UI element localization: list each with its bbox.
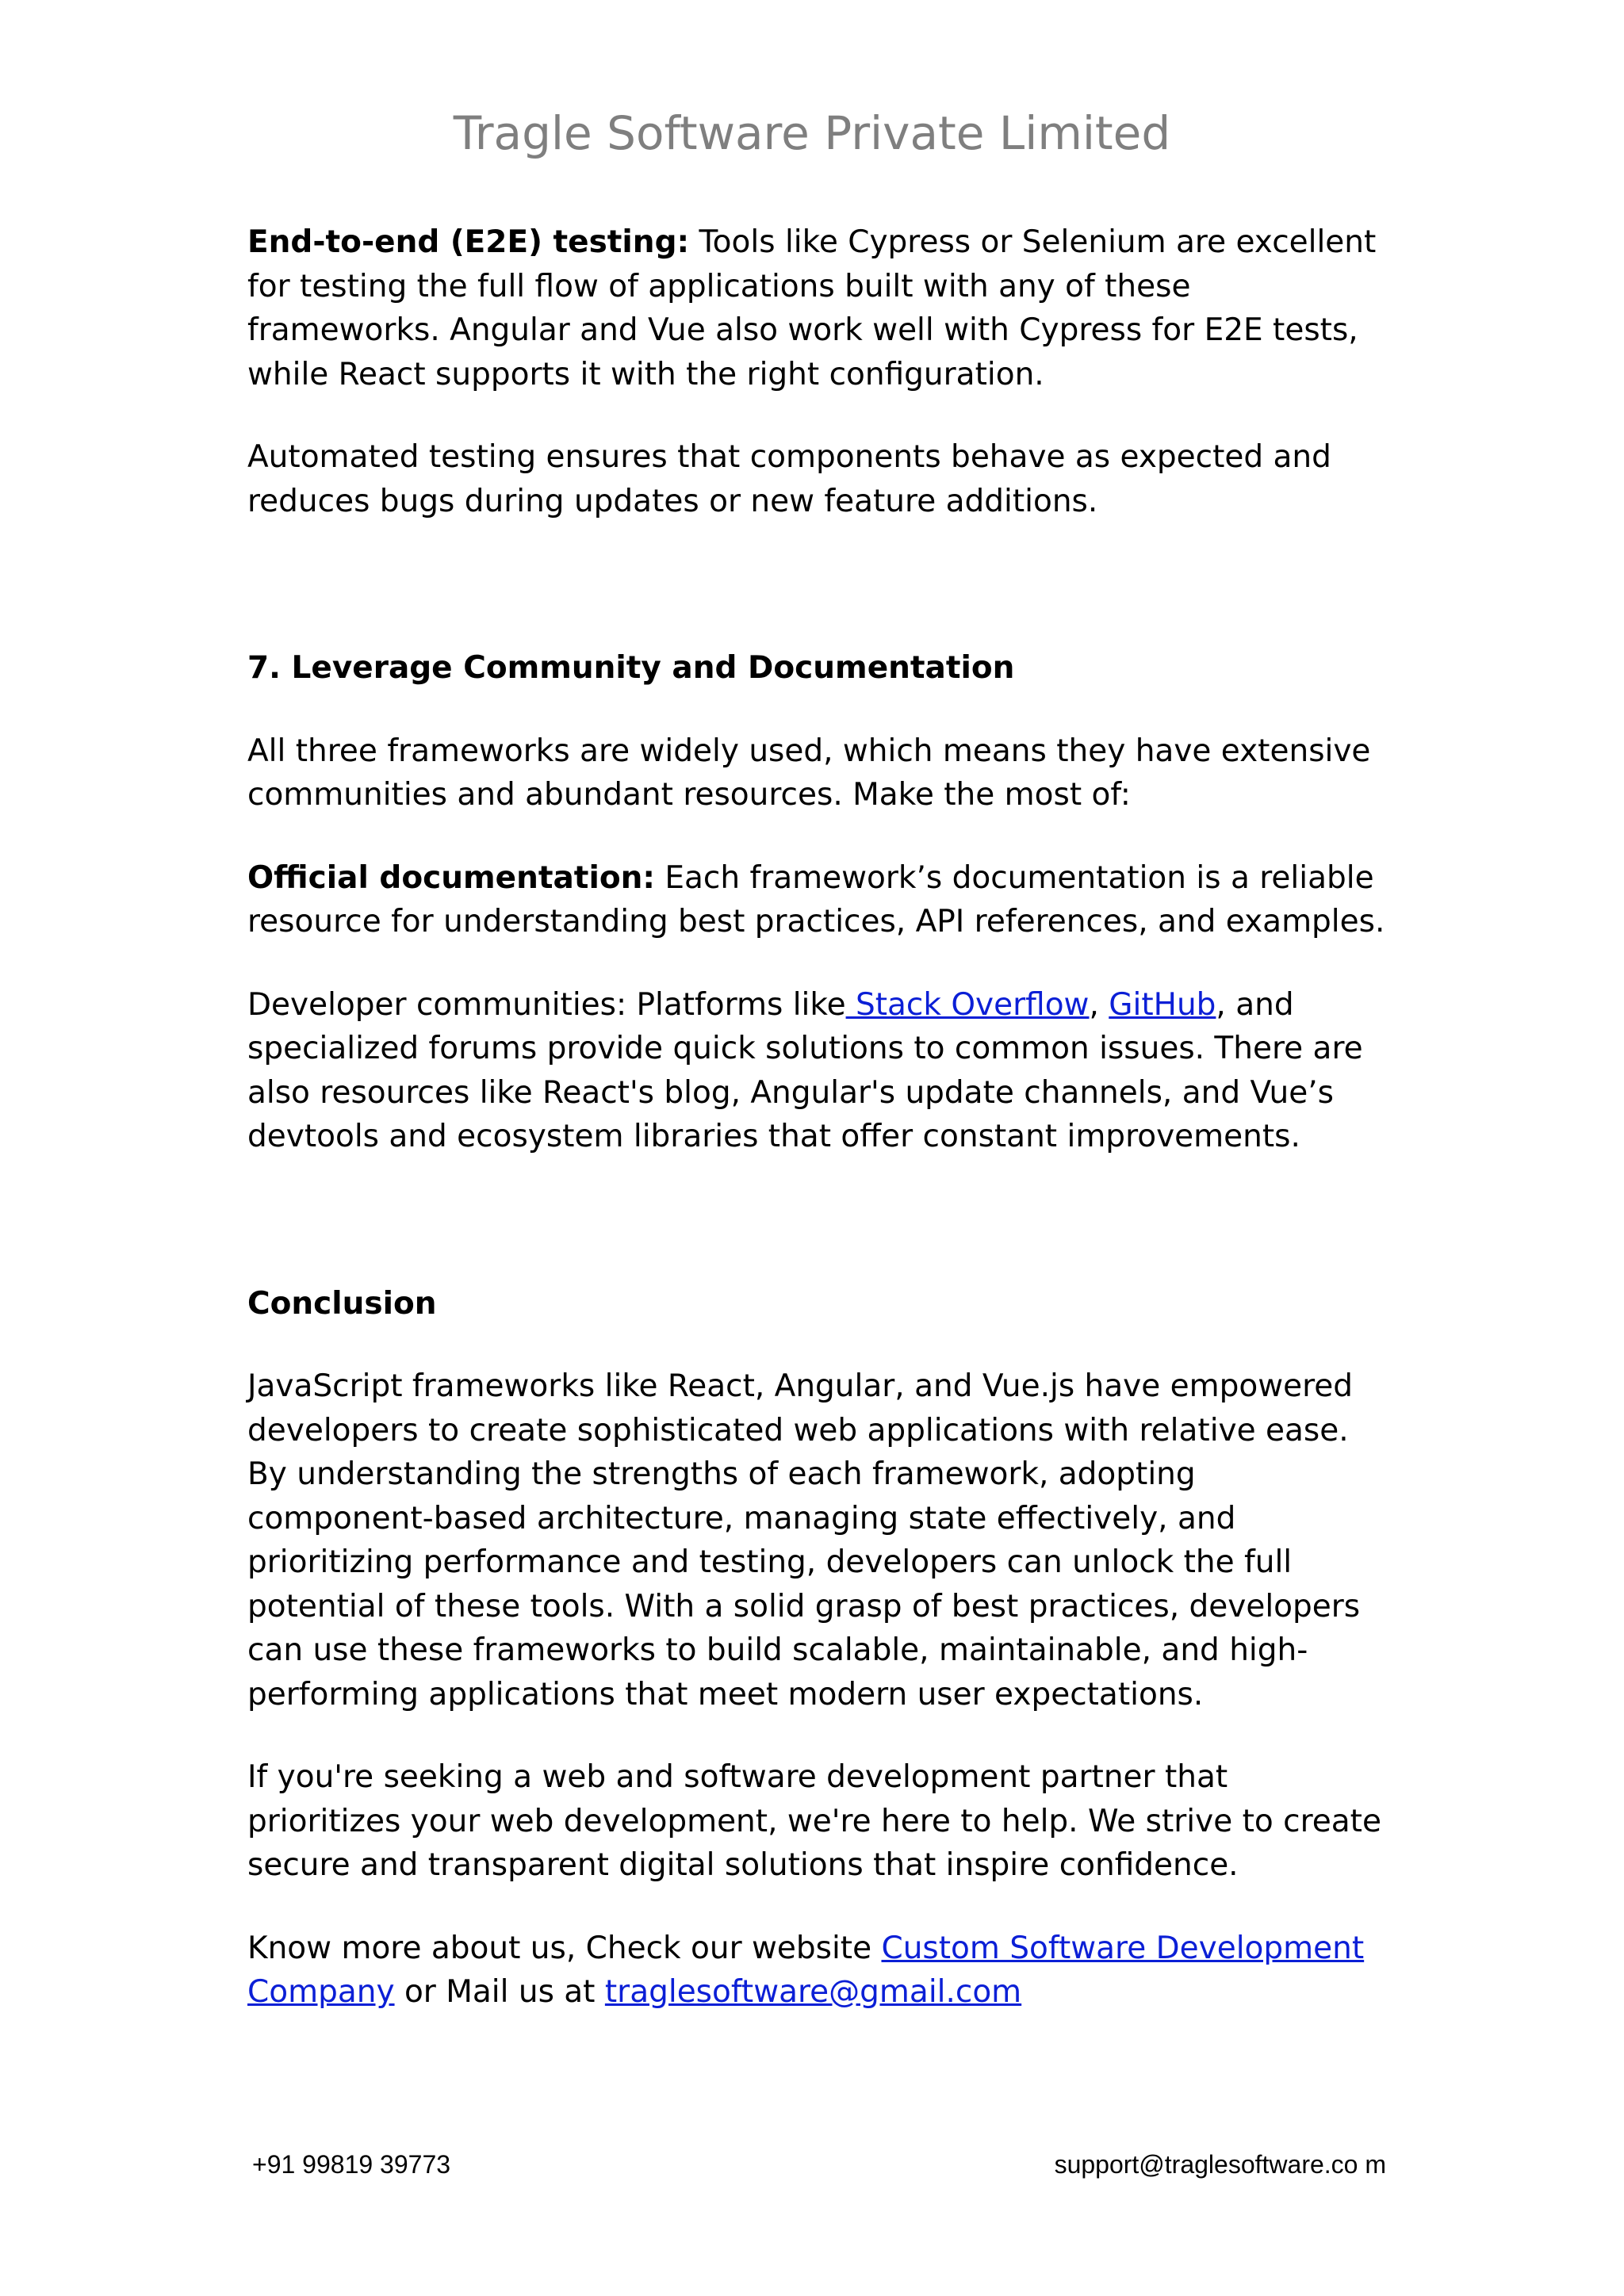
- e2e-testing-label: End-to-end (E2E) testing:: [247, 224, 690, 260]
- section-7-heading: 7. Leverage Community and Documentation: [247, 650, 1015, 686]
- section-spacer: [247, 562, 1389, 646]
- automated-testing-paragraph: Automated testing ensures that components behave as expected and reduces bugs during updates or new feature additions.: [247, 439, 1331, 519]
- dev-communities-prefix: Developer communities: Platforms like: [247, 986, 846, 1023]
- section-7-intro: All three frameworks are widely used, which means they have extensive communities and abundant resources. Make the most of:: [247, 733, 1371, 813]
- github-link[interactable]: GitHub: [1109, 986, 1216, 1023]
- contact-paragraph: [247, 1927, 1389, 2015]
- official-docs-text: Each framework’s documentation is a reliable resource for understanding best practices, API references, and examples.: [247, 859, 1385, 939]
- mail-text: or Mail us at: [394, 1974, 605, 2010]
- company-website-link[interactable]: Custom Software Development Company: [247, 1930, 1365, 2010]
- footer-email: support@traglesoftware.co m: [1054, 2150, 1386, 2179]
- email-link[interactable]: traglesoftware@gmail.com: [604, 1974, 1022, 2010]
- page-header-title: Tragle Software Private Limited: [453, 106, 1171, 160]
- conclusion-paragraph-2: If you're seeking a web and software development partner that prioritizes your web development, we're here to help. We strive to create secure and transparent digital solutions that inspire confidence.: [247, 1759, 1381, 1883]
- conclusion-paragraph-1: JavaScript frameworks like React, Angular, and Vue.js have empowered developers to create sophisticated web applications with relative ease. By understanding the strengths of each framework, adopting component-based architecture, managing state effectively, and prioritizing performance and testing, developers can unlock the full potential of these tools. With a solid grasp of best practices, developers can use these frameworks to build scalable, maintainable, and high-performing applications that meet modern user expectations.: [247, 1368, 1361, 1712]
- official-docs-label: Official documentation:: [247, 859, 655, 896]
- document-body: [247, 220, 1389, 2053]
- conclusion-heading: Conclusion: [247, 1285, 437, 1322]
- stack-overflow-link[interactable]: Stack Overflow: [845, 986, 1090, 1023]
- dev-communities-suffix: , and specialized forums provide quick solutions to common issues. There are also resources like React's blog, Angular's update channels, and Vue’s devtools and ecosystem libraries that offer constant improvements.: [247, 986, 1363, 1154]
- comma-separator: ,: [1089, 986, 1109, 1023]
- dev-communities-paragraph: [247, 983, 1389, 1159]
- e2e-testing-paragraph: [247, 220, 1389, 396]
- e2e-testing-text: Tools like Cypress or Selenium are excellent for testing the full flow of applications built with any of these frameworks. Angular and Vue also work well with Cypress for E2E tests, while React supports it with the right configuration.: [247, 224, 1377, 392]
- know-more-prefix: Know more about us, Check our website: [247, 1930, 882, 1966]
- footer-phone: +91 99819 39773: [252, 2150, 451, 2179]
- section-spacer: [247, 1198, 1389, 1282]
- official-docs-paragraph: [247, 856, 1389, 944]
